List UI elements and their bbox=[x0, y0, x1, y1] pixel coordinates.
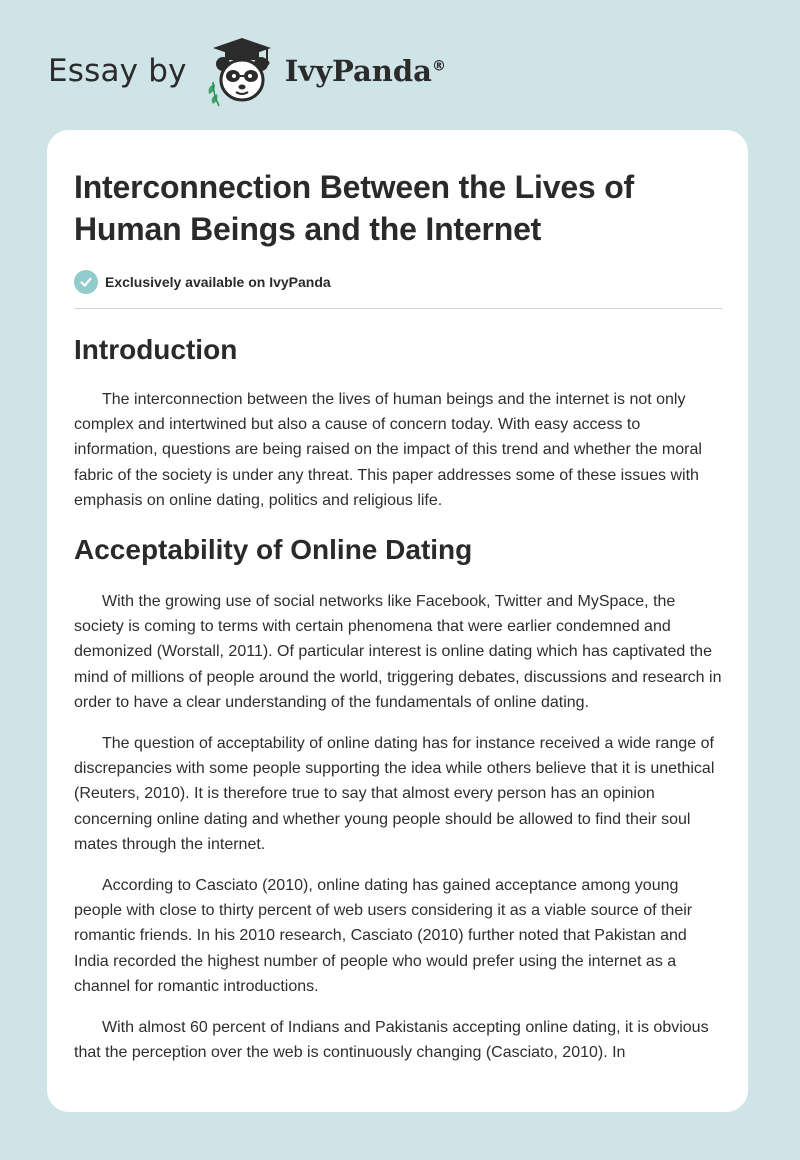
site-header bbox=[48, 34, 446, 108]
divider bbox=[74, 308, 722, 309]
paragraph: With almost 60 percent of Indians and Pakistanis accepting online dating, it is obvious that the perception over the web is continuously changing (Casciato, 2010). In bbox=[74, 1019, 709, 1062]
section-introduction bbox=[74, 333, 722, 513]
check-icon bbox=[74, 270, 98, 294]
paragraph: With the growing use of social networks like Facebook, Twitter and MySpace, the society is coming to terms with certain phenomena that were earlier condemned and demonized (Worstall, 2011). Of particular interest is online dating which has captivated the mind of millions of people around the world, triggering debates, discussions and research in order to have a clear understanding of the fundamentals of online dating. bbox=[74, 593, 722, 711]
exclusive-badge bbox=[74, 270, 722, 294]
paragraph: According to Casciato (2010), online dating has gained acceptance among young people with close to thirty percent of web users considering it as a viable source of their romantic friends. In his 2010 research, Casciato (2010) further noted that Pakistan and India recorded the highest number of people who would prefer using the internet as a channel for romantic introductions. bbox=[74, 877, 693, 995]
trademark-symbol: ® bbox=[431, 58, 446, 75]
section-online-dating bbox=[74, 533, 722, 1065]
paragraph: The question of acceptability of online dating has for instance received a wide range of discrepancies with some people supporting the idea while others believe that it is unethical (Reuters, 2010). It is therefore true to say that almost every person has an opinion concerning online dating and whether young people should be allowed to find their soul mates through the internet. bbox=[74, 735, 715, 853]
section-heading: Introduction bbox=[74, 334, 238, 365]
page-title: Interconnection Between the Lives of Human Beings and the Internet bbox=[74, 169, 635, 247]
brand-prefix: Essay by bbox=[48, 53, 187, 89]
panda-graduate-icon[interactable] bbox=[201, 34, 283, 108]
essay-card bbox=[47, 130, 748, 1112]
paragraph: The interconnection between the lives of human beings and the internet is not only complex and intertwined but also a cause of concern today. With easy access to information, questions are being raised on the impact of this trend and whether the moral fabric of the society is under any threat. This paper addresses some of these issues with emphasis on online dating, politics and religious life. bbox=[74, 391, 702, 509]
section-heading: Acceptability of Online Dating bbox=[74, 534, 473, 566]
exclusive-badge-label: Exclusively available on IvyPanda bbox=[105, 274, 331, 290]
brand-name[interactable]: IvyPanda® bbox=[284, 54, 446, 88]
